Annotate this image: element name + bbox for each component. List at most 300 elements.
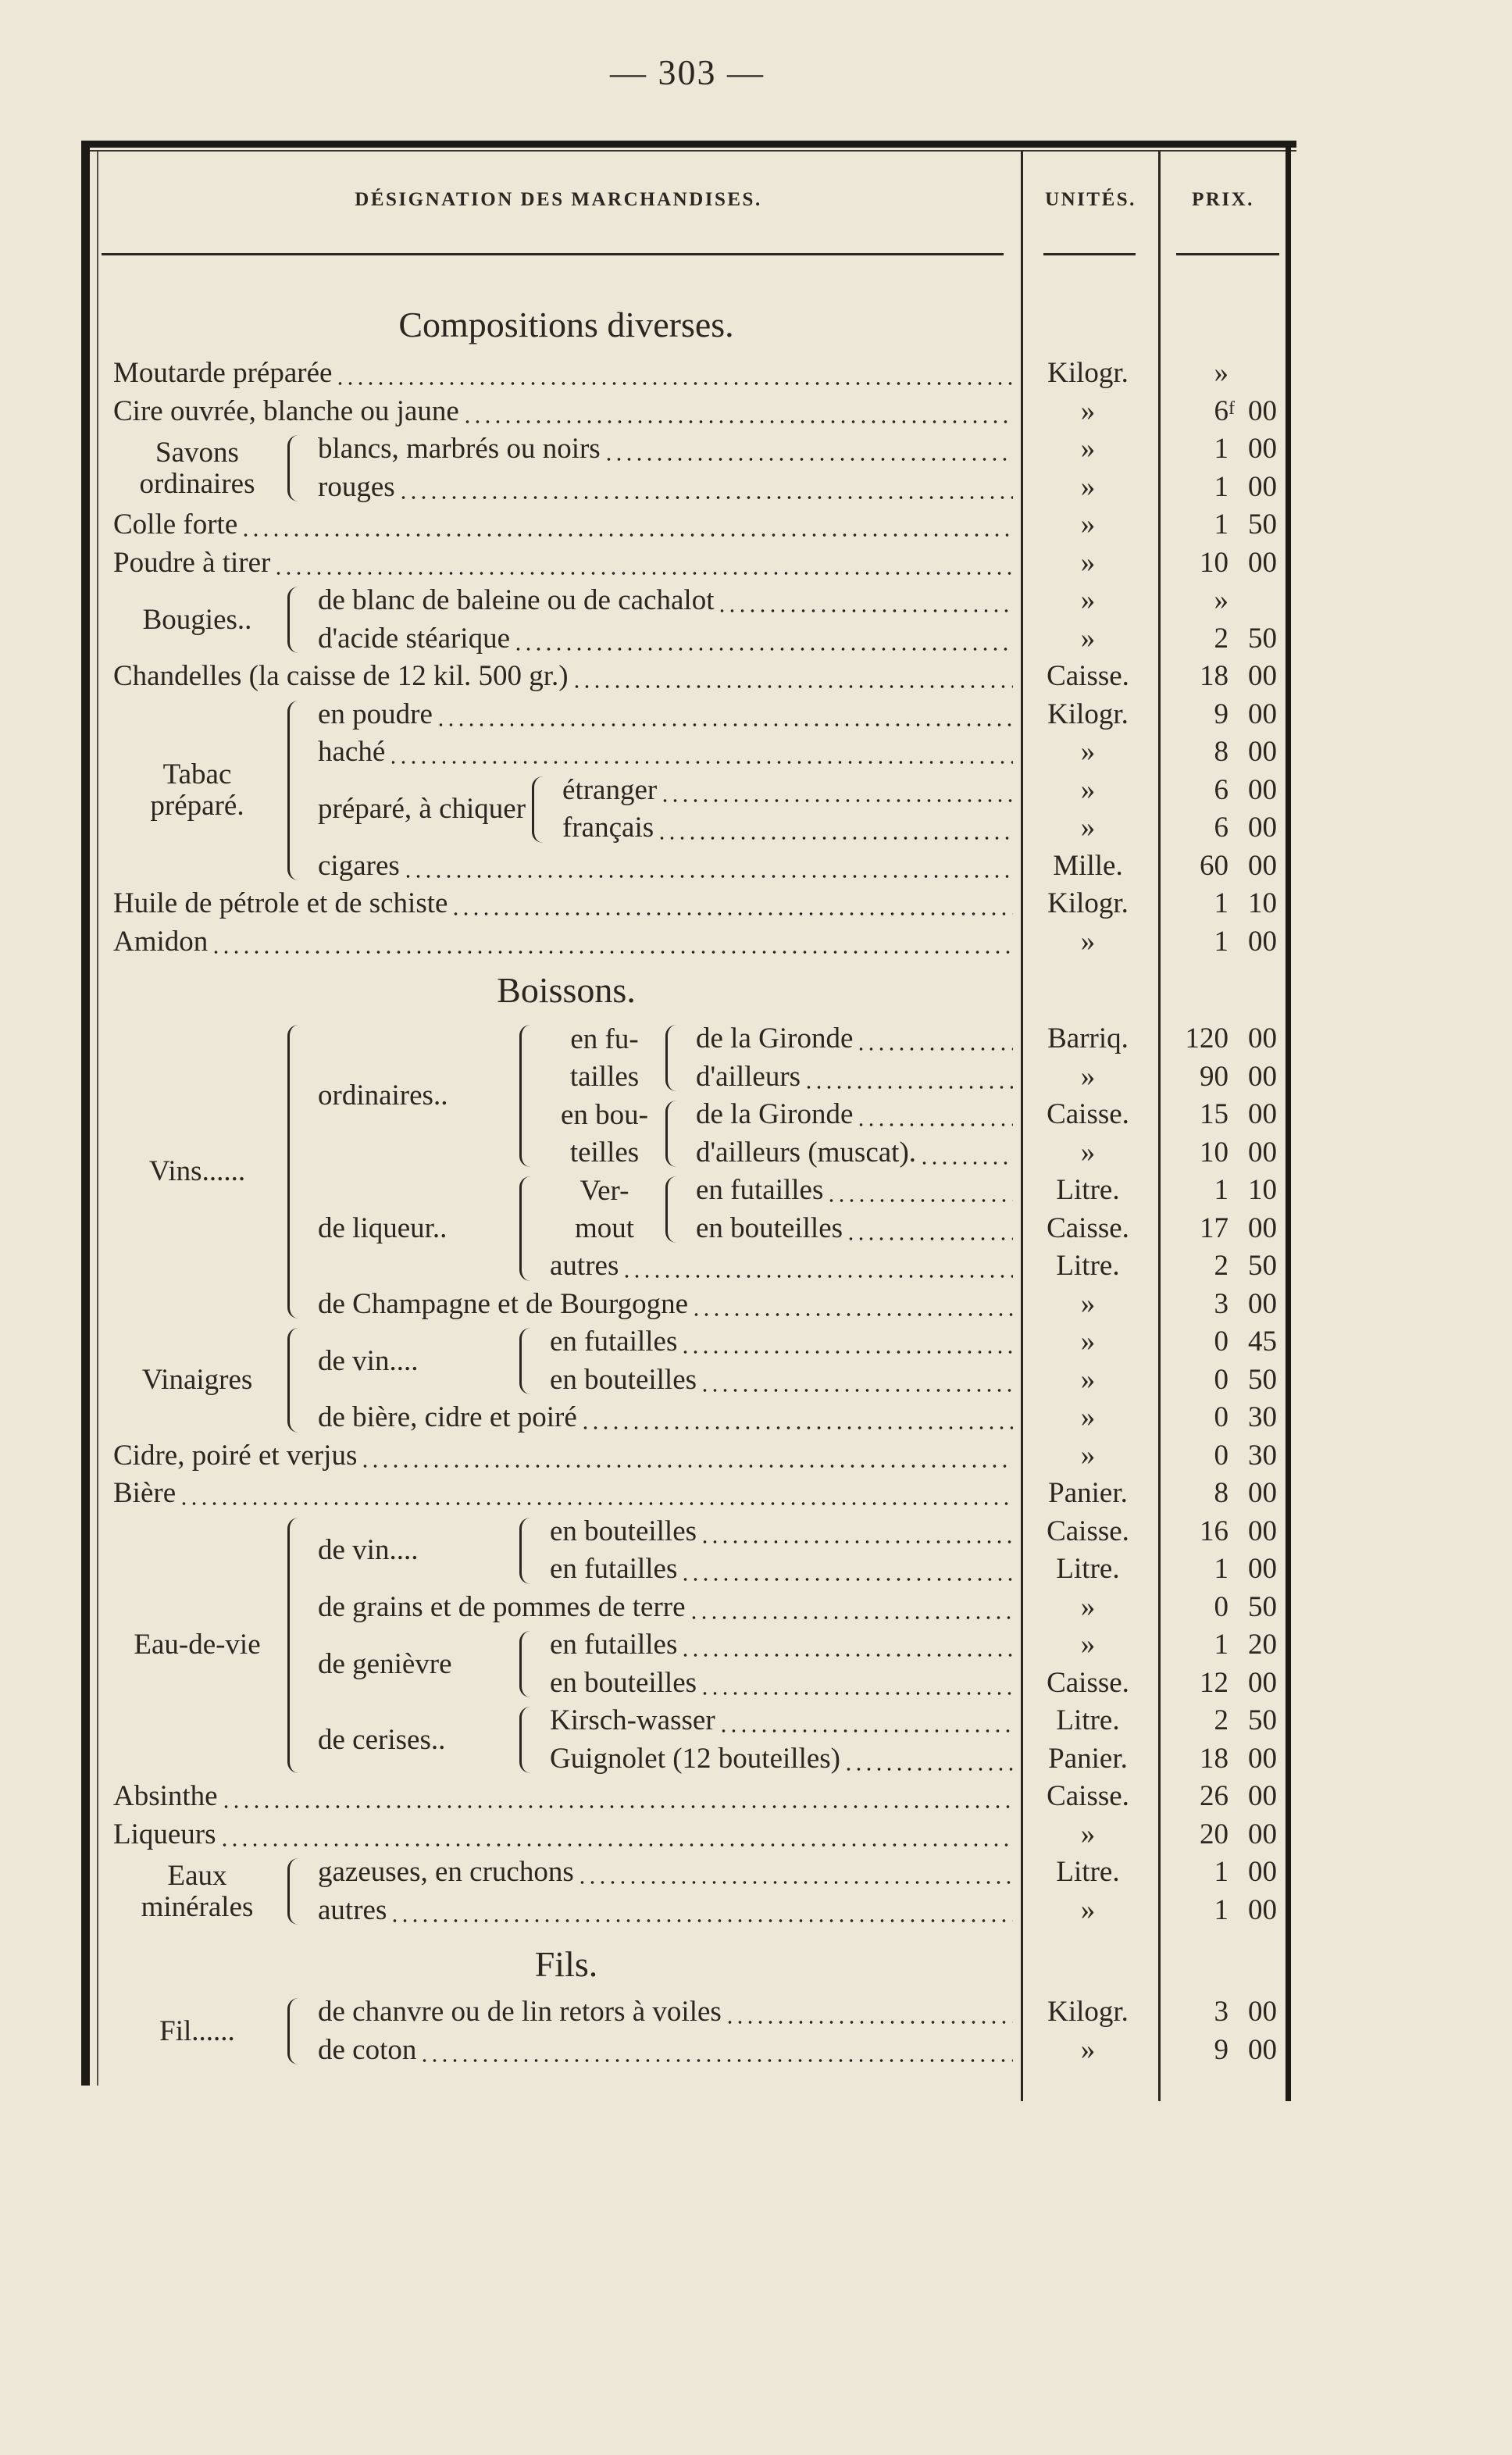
dot-leader <box>388 733 1013 772</box>
price-centimes: 00 <box>1248 470 1277 503</box>
price-centimes: 30 <box>1248 1401 1277 1433</box>
price-francs: 90 <box>1200 1060 1228 1093</box>
designation-cell <box>318 469 1019 507</box>
price-francs: 1 <box>1214 433 1228 465</box>
dot-leader <box>219 1816 1013 1854</box>
item-unit: » <box>1080 1060 1096 1093</box>
designation-cell <box>550 1740 1019 1779</box>
price-francs: 9 <box>1214 2033 1228 2066</box>
item-unit: Caisse. <box>1047 1666 1129 1699</box>
designation-cell <box>113 393 1019 431</box>
designation-cell <box>113 1475 1019 1513</box>
price-centimes: 00 <box>1248 925 1277 958</box>
dot-leader <box>826 1172 1013 1210</box>
group-children <box>550 1513 1286 1589</box>
designation-cell <box>696 1210 1019 1248</box>
dot-leader <box>680 1550 1013 1589</box>
item-price <box>1157 620 1286 658</box>
item-price <box>1157 1286 1286 1324</box>
price-francs: 1 <box>1214 1856 1228 1888</box>
item-price <box>1157 1058 1286 1097</box>
group-children <box>696 1096 1286 1172</box>
price-francs: 1 <box>1214 1174 1228 1206</box>
price-francs: 20 <box>1200 1818 1228 1850</box>
designation-cell <box>318 1892 1019 1930</box>
item-designation: d'ailleurs (muscat). <box>696 1136 917 1169</box>
price-centimes: 50 <box>1248 1363 1277 1396</box>
item-price <box>1157 658 1286 696</box>
brace-icon <box>519 1707 533 1773</box>
item-price <box>1157 544 1286 583</box>
item-unit: Caisse. <box>1047 1515 1129 1547</box>
price-centimes: 00 <box>1248 1666 1277 1699</box>
price-centimes: 00 <box>1248 660 1277 692</box>
designation-cell <box>318 696 1019 734</box>
row-group <box>113 696 1286 886</box>
item-designation: blancs, marbrés ou noirs <box>318 433 601 465</box>
table-row <box>318 2032 1286 2070</box>
group-children <box>318 1323 1286 1437</box>
price-francs: 18 <box>1200 1742 1228 1775</box>
item-designation: français <box>562 812 654 844</box>
item-price <box>1157 1589 1286 1627</box>
item-unit: Litre. <box>1056 1250 1120 1282</box>
item-designation: en bouteilles <box>696 1211 843 1244</box>
dot-leader <box>717 582 1013 620</box>
item-designation: autres <box>550 1250 619 1282</box>
item-unit: » <box>1080 1326 1096 1358</box>
dot-leader <box>577 1854 1013 1892</box>
table-row <box>113 506 1286 544</box>
item-designation: d'ailleurs <box>696 1060 801 1093</box>
group-label: Eau-de-vie <box>134 1629 261 1661</box>
brace-icon <box>287 1025 301 1318</box>
dot-leader <box>660 772 1013 810</box>
price-centimes: 00 <box>1248 1098 1277 1130</box>
group-children <box>696 1020 1286 1096</box>
dot-leader <box>419 2032 1013 2070</box>
item-designation: de blanc de baleine ou de cachalot <box>318 584 715 616</box>
item-unit: » <box>1080 812 1096 844</box>
item-price <box>1157 1892 1286 1930</box>
item-designation: Kirsch-wasser <box>550 1704 715 1736</box>
item-price <box>1157 1626 1286 1665</box>
item-price <box>1157 1665 1286 1703</box>
dot-leader <box>360 1437 1013 1475</box>
brace-icon <box>519 1328 533 1394</box>
item-price <box>1157 809 1286 847</box>
price-francs: 0 <box>1214 1590 1228 1623</box>
item-designation: de chanvre ou de lin retors à voiles <box>318 1996 722 2028</box>
dot-leader <box>804 1058 1013 1097</box>
price-francs: 10 <box>1200 1136 1228 1169</box>
item-designation: en bouteilles <box>550 1363 697 1396</box>
price-centimes: 00 <box>1248 849 1277 882</box>
designation-cell <box>550 1626 1019 1665</box>
table-row <box>318 1399 1286 1437</box>
header-rule-designation <box>102 253 1004 255</box>
designation-cell <box>696 1134 1019 1172</box>
item-price <box>1157 923 1286 962</box>
item-price <box>1157 1740 1286 1779</box>
price-francs: 0 <box>1214 1401 1228 1433</box>
price-centimes: 50 <box>1248 508 1277 541</box>
group-label: Vinaigres <box>141 1363 253 1396</box>
group-label: en fu- tailles <box>569 1022 640 1093</box>
price-centimes: 50 <box>1248 1704 1277 1736</box>
item-price <box>1157 506 1286 544</box>
table-row <box>562 809 1286 847</box>
row-group <box>113 1993 1286 2069</box>
price-francs: 17 <box>1200 1211 1228 1244</box>
brace-icon <box>665 1176 679 1243</box>
dot-leader <box>700 1513 1013 1551</box>
item-designation: Moutarde préparée <box>113 357 333 389</box>
item-designation: de la Gironde <box>696 1022 854 1054</box>
table-left-border <box>81 141 90 2086</box>
designation-cell <box>550 1323 1019 1361</box>
table-top-border <box>81 141 1296 148</box>
group-children <box>696 1172 1286 1247</box>
item-designation: Colle forte <box>113 508 238 541</box>
item-unit: » <box>1080 1629 1096 1661</box>
item-unit: » <box>1080 508 1096 541</box>
designation-cell <box>318 620 1019 658</box>
dot-leader <box>725 1993 1013 2032</box>
price-centimes: 00 <box>1248 1287 1277 1320</box>
item-unit: » <box>1080 1363 1096 1396</box>
designation-cell <box>318 847 1019 886</box>
row-group <box>318 772 1286 847</box>
price-centimes: 50 <box>1248 622 1277 655</box>
designation-cell <box>696 1020 1019 1058</box>
item-unit: Litre. <box>1056 1553 1120 1585</box>
table-body <box>113 295 1286 2069</box>
designation-cell <box>562 772 1019 810</box>
price-francs: 8 <box>1214 1477 1228 1509</box>
item-unit: Caisse. <box>1047 1780 1129 1812</box>
item-price <box>1157 582 1286 620</box>
item-unit: » <box>1080 1818 1096 1850</box>
price-francs: 18 <box>1200 660 1228 692</box>
section-title: Boissons. <box>497 970 636 1010</box>
group-label: en bou- teilles <box>561 1098 648 1169</box>
designation-cell <box>550 1702 1019 1740</box>
designation-cell <box>318 1286 1019 1324</box>
item-unit: Litre. <box>1056 1174 1120 1206</box>
dot-leader <box>179 1475 1013 1513</box>
table-row <box>318 1286 1286 1324</box>
designation-cell <box>318 430 1019 469</box>
table-row <box>113 1778 1286 1816</box>
table-row <box>318 469 1286 507</box>
designation-cell <box>113 355 1019 393</box>
item-price <box>1157 1210 1286 1248</box>
designation-cell <box>550 1550 1019 1589</box>
table-row <box>318 1589 1286 1627</box>
item-designation: en futailles <box>696 1174 824 1206</box>
dot-leader <box>843 1740 1013 1779</box>
item-designation: Bière <box>113 1477 177 1509</box>
item-unit: » <box>1080 394 1096 427</box>
item-designation: Cidre, poiré et verjus <box>113 1439 358 1472</box>
table-row <box>318 847 1286 886</box>
price-francs: 3 <box>1214 1287 1228 1320</box>
item-unit: Kilogr. <box>1047 887 1129 919</box>
header-designation: DÉSIGNATION DES MARCHANDISES. <box>355 189 762 210</box>
dot-leader <box>241 506 1013 544</box>
item-designation: Liqueurs <box>113 1818 216 1850</box>
table-row <box>113 1437 1286 1475</box>
dot-leader <box>719 1702 1013 1740</box>
item-unit: » <box>1080 1287 1096 1320</box>
item-designation: Cire ouvrée, blanche ou jaune <box>113 394 459 427</box>
group-children <box>318 1513 1286 1779</box>
designation-cell <box>696 1058 1019 1097</box>
dot-leader <box>856 1096 1013 1134</box>
designation-cell <box>696 1172 1019 1210</box>
price-centimes: 00 <box>1248 1515 1277 1547</box>
dot-leader <box>689 1589 1013 1627</box>
price-centimes: 00 <box>1248 546 1277 579</box>
item-unit: Caisse. <box>1047 660 1129 692</box>
table-row <box>550 1626 1286 1665</box>
designation-cell <box>113 544 1019 583</box>
item-designation: Huile de pétrole et de schiste <box>113 887 448 919</box>
dot-leader <box>462 393 1013 431</box>
price-centimes: 00 <box>1248 1022 1277 1054</box>
item-unit: » <box>1080 1590 1096 1623</box>
group-children <box>318 696 1286 886</box>
price-centimes: 00 <box>1248 433 1277 465</box>
group-children <box>550 1702 1286 1778</box>
item-price <box>1157 1323 1286 1361</box>
table-row <box>113 393 1286 431</box>
row-group <box>318 1020 1286 1172</box>
dot-leader <box>691 1286 1013 1324</box>
price-francs: 6 <box>1214 394 1228 427</box>
designation-cell <box>113 923 1019 962</box>
designation-cell <box>113 1816 1019 1854</box>
table-row <box>318 1892 1286 1930</box>
group-label: de vin.... <box>318 1344 419 1377</box>
item-price <box>1157 1816 1286 1854</box>
price-centimes: 00 <box>1248 1553 1277 1585</box>
price-centimes: 00 <box>1248 773 1277 806</box>
item-designation: en futailles <box>550 1326 678 1358</box>
designation-cell <box>550 1513 1019 1551</box>
row-group <box>550 1096 1286 1172</box>
item-designation: étranger <box>562 773 658 806</box>
item-unit: Kilogr. <box>1047 698 1129 730</box>
price-francs: 1 <box>1214 1629 1228 1661</box>
table-row <box>550 1513 1286 1551</box>
designation-cell <box>550 1361 1019 1400</box>
price-francs: 8 <box>1214 736 1228 768</box>
brace-icon <box>287 1998 301 2064</box>
price-centimes: 00 <box>1248 698 1277 730</box>
price-centimes: 00 <box>1248 1893 1277 1926</box>
item-unit: Panier. <box>1048 1742 1128 1775</box>
group-label: de vin.... <box>318 1534 419 1566</box>
price-francs: 6 <box>1214 812 1228 844</box>
group-label: Eaux minérales <box>141 1859 254 1923</box>
price-centimes: 00 <box>1248 2033 1277 2066</box>
table-left-rule <box>97 152 98 2086</box>
row-group <box>113 1020 1286 1323</box>
designation-cell <box>318 733 1019 772</box>
table-row <box>113 1475 1286 1513</box>
price-centimes: 00 <box>1248 1477 1277 1509</box>
item-price <box>1157 1437 1286 1475</box>
item-price <box>1157 2032 1286 2070</box>
item-price <box>1157 733 1286 772</box>
dot-leader <box>580 1399 1013 1437</box>
group-label: de genièvre <box>318 1647 452 1680</box>
price-centimes: 00 <box>1248 736 1277 768</box>
table-row <box>113 658 1286 696</box>
price-francs: 60 <box>1200 849 1228 882</box>
group-label: Fil...... <box>159 2014 235 2047</box>
price-francs: 2 <box>1214 1250 1228 1282</box>
row-group <box>318 1172 1286 1286</box>
item-designation: haché <box>318 736 386 768</box>
designation-cell <box>113 658 1019 696</box>
item-price <box>1157 1513 1286 1551</box>
group-children <box>550 1172 1286 1286</box>
dot-leader <box>622 1247 1013 1286</box>
brace-icon <box>287 1858 301 1925</box>
designation-cell <box>113 1437 1019 1475</box>
dot-leader <box>451 885 1013 923</box>
row-group <box>318 1323 1286 1399</box>
price-francs: 1 <box>1214 925 1228 958</box>
price-centimes: 10 <box>1248 1174 1277 1206</box>
item-designation: Amidon <box>113 925 209 958</box>
group-children <box>318 1020 1286 1323</box>
table-row <box>113 1816 1286 1854</box>
price-centimes: 30 <box>1248 1439 1277 1472</box>
item-unit: » <box>1080 584 1096 616</box>
table-row <box>550 1323 1286 1361</box>
dot-leader <box>700 1665 1013 1703</box>
price-centimes: 00 <box>1248 1856 1277 1888</box>
dot-leader <box>211 923 1013 962</box>
price-centimes: 00 <box>1248 394 1277 427</box>
item-designation: en poudre <box>318 698 433 730</box>
table-top-rule <box>81 150 1296 152</box>
header-unites: UNITÉS. <box>1045 189 1136 210</box>
row-group <box>550 1020 1286 1096</box>
price-centimes: 20 <box>1248 1629 1277 1661</box>
item-price <box>1157 469 1286 507</box>
group-label: préparé, à chiquer <box>318 793 526 825</box>
table-row <box>113 923 1286 962</box>
price-centimes: 00 <box>1248 812 1277 844</box>
designation-cell <box>318 1854 1019 1892</box>
item-designation: rouges <box>318 470 395 503</box>
designation-cell <box>696 1096 1019 1134</box>
brace-icon <box>532 776 545 843</box>
brace-icon <box>665 1101 679 1167</box>
group-children <box>318 582 1286 658</box>
brace-icon <box>519 1518 533 1584</box>
row-group <box>113 430 1286 506</box>
designation-cell <box>318 1993 1019 2032</box>
item-price <box>1157 1778 1286 1816</box>
group-children <box>318 1993 1286 2069</box>
designation-cell <box>562 809 1019 847</box>
item-unit: » <box>1080 1401 1096 1433</box>
group-children <box>550 1323 1286 1399</box>
brace-icon <box>665 1025 679 1091</box>
dot-leader <box>680 1626 1013 1665</box>
price-centimes <box>1228 355 1277 393</box>
item-price <box>1157 1993 1286 2032</box>
item-unit: » <box>1080 2033 1096 2066</box>
designation-cell <box>318 582 1019 620</box>
section-title: Fils. <box>534 1944 598 1984</box>
item-unit: » <box>1080 1893 1096 1926</box>
table-row <box>318 1993 1286 2032</box>
price-centimes: 10 <box>1248 887 1277 919</box>
item-designation: de coton <box>318 2033 417 2066</box>
price-francs: 16 <box>1200 1515 1228 1547</box>
group-label: Vins...... <box>148 1155 246 1187</box>
table-row <box>550 1247 1286 1286</box>
dot-leader <box>680 1323 1013 1361</box>
item-price <box>1157 1399 1286 1437</box>
table-row <box>562 772 1286 810</box>
brace-icon <box>519 1025 533 1167</box>
item-price <box>1157 1172 1286 1210</box>
row-group <box>318 1626 1286 1702</box>
price-centimes: 50 <box>1248 1590 1277 1623</box>
price-centimes: 00 <box>1248 1818 1277 1850</box>
item-unit: Panier. <box>1048 1477 1128 1509</box>
table-row <box>550 1665 1286 1703</box>
row-group <box>550 1172 1286 1247</box>
table-right-border <box>1286 141 1291 2101</box>
dot-leader <box>273 544 1013 583</box>
price-francs: 0 <box>1214 1326 1228 1358</box>
table-row <box>696 1172 1286 1210</box>
item-designation: cigares <box>318 849 400 882</box>
price-francs: 26 <box>1200 1780 1228 1812</box>
group-children <box>562 772 1286 847</box>
item-price <box>1157 1854 1286 1892</box>
item-designation: Poudre à tirer <box>113 546 271 579</box>
item-price <box>1157 1134 1286 1172</box>
dot-leader <box>700 1361 1013 1400</box>
item-price <box>1157 847 1286 886</box>
price-francs: 3 <box>1214 1996 1228 2028</box>
table-row <box>318 733 1286 772</box>
table-row <box>318 582 1286 620</box>
item-price <box>1157 1096 1286 1134</box>
price-francs: 2 <box>1214 622 1228 655</box>
item-price <box>1157 696 1286 734</box>
table-row <box>696 1020 1286 1058</box>
item-designation: gazeuses, en cruchons <box>318 1856 574 1888</box>
price-centimes: 45 <box>1248 1326 1277 1358</box>
group-children <box>550 1020 1286 1172</box>
item-price <box>1157 772 1286 810</box>
brace-icon <box>287 1518 301 1774</box>
item-price <box>1157 1475 1286 1513</box>
group-children <box>318 1854 1286 1929</box>
brace-icon <box>287 587 301 653</box>
